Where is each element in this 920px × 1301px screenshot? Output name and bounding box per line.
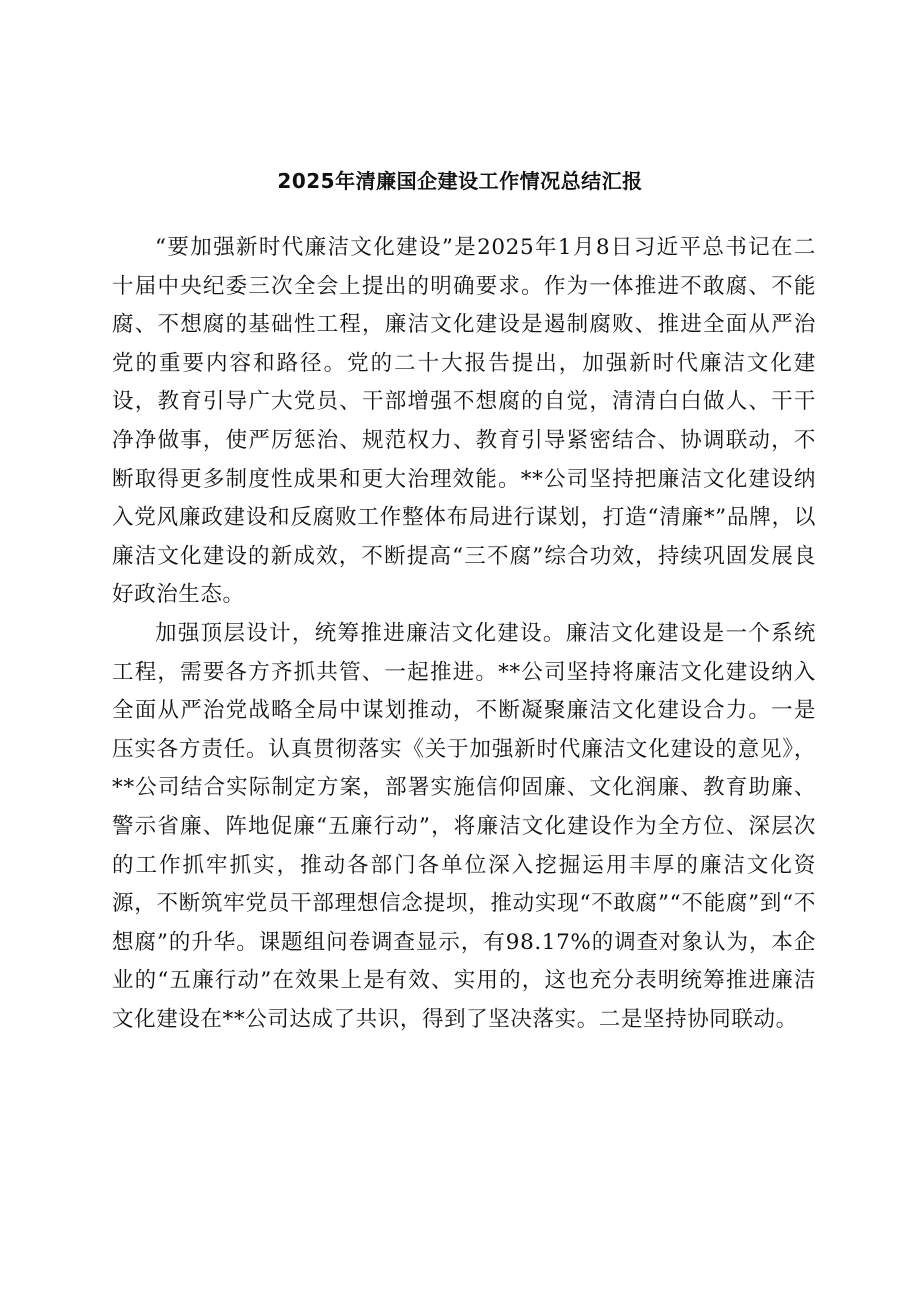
document-body <box>112 229 816 1039</box>
document-title: 2025年清廉国企建设工作情况总结汇报 <box>277 169 643 193</box>
paragraph-intro: “要加强新时代廉洁文化建设”是2025年1月8日习近平总书记在二十届中央纪委三次全会上提出的明确要求。作为一体推进不敢腐、不能腐、不想腐的基础性工程，廉洁文化建设是遏制腐败、推进全面从严治党的重要内容和路径。党的二十大报告提出，加强新时代廉洁文化建设，教育引导广大党员、干部增强不想腐的自觉，清清白白做人、干干净净做事，使严厉惩治、规范权力、教育引导紧密结合、协调联动，不断取得更多制度性成果和更大治理效能。**公司坚持把廉洁文化建设纳入党风廉政建设和反腐败工作整体布局进行谋划，打造“清廉*”品牌，以廉洁文化建设的新成效，不断提高“三不腐”综合功效，持续巩固发展良好政治生态。 <box>112 235 816 608</box>
paragraph-top-level-design: 加强顶层设计，统筹推进廉洁文化建设。廉洁文化建设是一个系统工程，需要各方齐抓共管、一起推进。**公司坚持将廉洁文化建设纳入全面从严治党战略全局中谋划推动，不断凝聚廉洁文化建设合力。一是压实各方责任。认真贯彻落实《关于加强新时代廉洁文化建设的意见》，**公司结合实际制定方案，部署实施信仰固廉、文化润廉、教育助廉、警示省廉、阵地促廉“五廉行动”，将廉洁文化建设作为全方位、深层次的工作抓牢抓实，推动各部门各单位深入挖掘运用丰厚的廉洁文化资源，不断筑牢党员干部理想信念提坝，推动实现“不敢腐”“不能腐”到“不想腐”的升华。课题组问卷调查显示，有98.17%的调查对象认为，本企业的“五廉行动”在效果上是有效、实用的，这也充分表明统筹推进廉洁文化建设在**公司达成了共识，得到了坚决落实。二是坚持协同联动。 <box>112 620 816 1032</box>
